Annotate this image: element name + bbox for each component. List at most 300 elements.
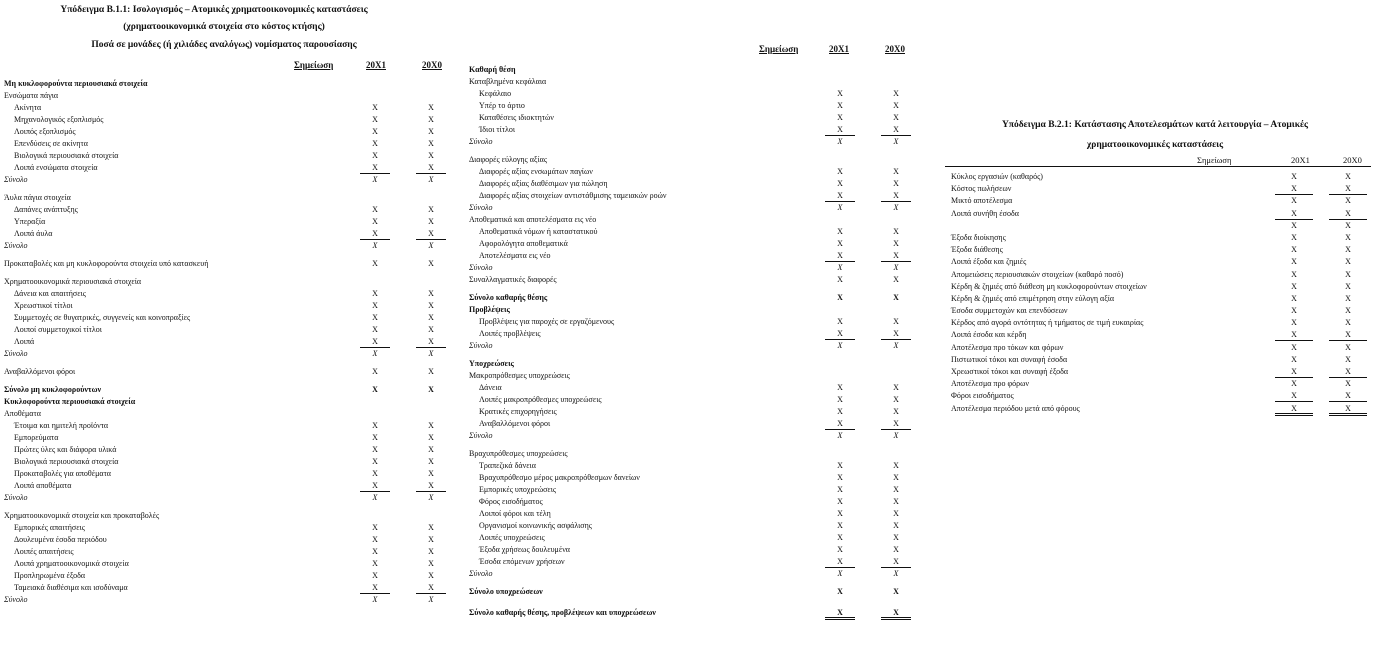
- year-20x0-column-header: 20X0: [885, 44, 905, 54]
- table-row: [469, 112, 915, 124]
- table-row: [945, 171, 1383, 183]
- value-20x1: X: [837, 317, 843, 326]
- table-row: [4, 228, 450, 240]
- value-20x1: X: [837, 485, 843, 494]
- value-20x1: X: [1275, 390, 1313, 402]
- table-row: [4, 312, 450, 324]
- value-20x0: X: [1345, 257, 1351, 267]
- value-20x1: X: [825, 556, 855, 568]
- table-row: [469, 292, 915, 304]
- value-20x0: X: [416, 336, 446, 348]
- value-20x0: X: [1329, 208, 1367, 220]
- total-row: [4, 348, 450, 360]
- income-statement-panel: [945, 118, 1383, 415]
- value-20x0: X: [893, 263, 899, 272]
- row-label: Καταθέσεις ιδιοκτητών: [479, 113, 554, 122]
- assets-column-header: [4, 60, 450, 74]
- row-label: Κυκλοφορούντα περιουσιακά στοιχεία: [4, 397, 136, 406]
- value-20x0: X: [1345, 196, 1351, 206]
- value-20x1: X: [372, 385, 378, 394]
- section-heading-row: [469, 304, 915, 316]
- row-label: Υποχρεώσεις: [469, 359, 514, 368]
- value-20x0: X: [893, 275, 899, 284]
- section-heading-row: [4, 78, 450, 90]
- table-row: [4, 336, 450, 348]
- row-label: Λοιπά έσοδα και κέρδη: [951, 330, 1027, 340]
- table-row: [469, 214, 915, 226]
- value-20x0: X: [428, 325, 434, 334]
- table-row: [945, 390, 1383, 402]
- row-label: Σύνολο: [469, 263, 493, 272]
- value-20x1: X: [372, 523, 378, 532]
- row-spacer: [469, 598, 915, 607]
- value-20x0: X: [428, 559, 434, 568]
- row-label: Καταβλημένα κεφάλαια: [469, 77, 547, 86]
- value-20x0: X: [893, 473, 899, 482]
- value-20x1: X: [837, 407, 843, 416]
- row-label: Αναβαλλόμενοι φόροι: [4, 367, 76, 376]
- row-label: Προκαταβολές για αποθέματα: [14, 469, 111, 478]
- value-20x0: X: [416, 582, 446, 594]
- row-label: Λοιπά έξοδα και ζημιές: [951, 257, 1027, 267]
- value-20x1: X: [837, 521, 843, 530]
- total-row: [469, 430, 915, 442]
- row-label: Κέρδη & ζημιές από διάθεση μη κυκλοφορούντων στοιχείων: [951, 281, 1147, 291]
- value-20x0: X: [428, 349, 434, 358]
- value-20x1: X: [825, 190, 855, 202]
- balance-title-line1: Υπόδειγμα Β.1.1: Ισολογισμός – Ατομικές χρηματοοικονομικές καταστάσεις: [60, 5, 368, 15]
- row-label: Βραχυπρόθεσμες υποχρεώσεις: [469, 449, 568, 458]
- row-label: Φόροι εισοδήματος: [951, 391, 1014, 401]
- row-label: Μη κυκλοφορούντα περιουσιακά στοιχεία: [4, 79, 148, 88]
- notes-column-header: Σημείωση: [759, 44, 799, 54]
- row-label: Λοιπά ενσώματα στοιχεία: [14, 163, 98, 172]
- year-20x1-column-header: 20X1: [366, 60, 386, 70]
- table-row: [945, 232, 1383, 244]
- value-20x0: X: [428, 469, 434, 478]
- row-label: Δάνεια και απαιτήσεις: [14, 289, 86, 298]
- value-20x1: X: [372, 313, 378, 322]
- row-label: Απομειώσεις περιουσιακών στοιχείων (καθαρό ποσό): [951, 269, 1124, 279]
- table-row: [469, 586, 915, 598]
- row-label: Ακίνητα: [14, 103, 42, 112]
- balance-title-line3: Ποσά σε μονάδες (ή χιλιάδες αναλόγως) νομίσματος παρουσίασης: [91, 40, 357, 50]
- value-20x0: X: [428, 571, 434, 580]
- row-label: Σύνολο υποχρεώσεων: [469, 587, 543, 596]
- table-row: [4, 468, 450, 480]
- table-row: [945, 208, 1383, 220]
- row-label: Λοιπά συνήθη έσοδα: [951, 208, 1019, 218]
- value-20x1: X: [372, 259, 378, 268]
- table-row: [4, 126, 450, 138]
- row-label: Λοιπός εξοπλισμός: [14, 127, 76, 136]
- row-label: Δουλευμένα έσοδα περιόδου: [14, 535, 107, 544]
- value-20x0: X: [893, 317, 899, 326]
- table-row: [4, 570, 450, 582]
- table-row: [4, 444, 450, 456]
- value-20x1: X: [372, 595, 378, 604]
- value-20x1: X: [837, 137, 843, 146]
- value-20x1: X: [372, 493, 378, 502]
- table-row: [4, 276, 450, 288]
- row-label: Λοιπά άυλα: [14, 229, 53, 238]
- table-row: [469, 382, 915, 394]
- section-heading-row: [4, 396, 450, 408]
- value-20x1: X: [1291, 354, 1297, 364]
- table-row: [469, 328, 915, 340]
- table-row: [945, 244, 1383, 256]
- value-20x1: X: [372, 445, 378, 454]
- total-row: [4, 492, 450, 504]
- row-label: Έσοδα επόμενων χρήσεων: [479, 557, 565, 566]
- table-row: [4, 150, 450, 162]
- value-20x1: X: [837, 533, 843, 542]
- row-label: Έξοδα χρήσεως δουλευμένα: [479, 545, 570, 554]
- value-20x1: X: [1275, 183, 1313, 195]
- value-20x1: X: [1291, 379, 1297, 389]
- value-20x0: X: [428, 457, 434, 466]
- value-20x0: X: [1329, 403, 1367, 416]
- value-20x1: X: [825, 418, 855, 430]
- row-label: Αφορολόγητα αποθεματικά: [479, 239, 568, 248]
- value-20x1: X: [372, 367, 378, 376]
- balance-sheet-equity-panel: [469, 44, 915, 619]
- value-20x0: X: [881, 190, 911, 202]
- row-label: Χρηματοοικονομικά περιουσιακά στοιχεία: [4, 277, 142, 286]
- table-row: [469, 238, 915, 250]
- row-label: Συναλλαγματικές διαφορές: [469, 275, 557, 284]
- value-20x1: X: [837, 89, 843, 98]
- value-20x1: X: [837, 587, 843, 596]
- value-20x0: X: [893, 167, 899, 176]
- value-20x0: X: [893, 569, 899, 578]
- table-row: [945, 281, 1383, 293]
- value-20x1: X: [837, 263, 843, 272]
- table-row: [4, 138, 450, 150]
- table-row: [945, 293, 1383, 305]
- row-label: Σύνολο: [469, 341, 493, 350]
- row-label: Πρώτες ύλες και διάφορα υλικά: [14, 445, 117, 454]
- row-label: Αποτέλεσμα περιόδου μετά από φόρους: [951, 403, 1080, 413]
- value-20x0: X: [1345, 172, 1351, 181]
- value-20x1: X: [372, 175, 378, 184]
- value-20x1: X: [360, 336, 390, 348]
- table-row: [469, 484, 915, 496]
- row-label: Μηχανολογικός εξοπλισμός: [14, 115, 104, 124]
- value-20x0: X: [428, 421, 434, 430]
- value-20x0: X: [428, 595, 434, 604]
- row-label: Άυλα πάγια στοιχεία: [4, 193, 71, 202]
- total-row: [4, 174, 450, 186]
- value-20x0: X: [1345, 269, 1351, 279]
- value-20x0: X: [893, 227, 899, 236]
- row-label: Αποτέλεσμα προ τόκων και φόρων: [951, 342, 1064, 352]
- row-label: Καθαρή θέση: [469, 65, 516, 74]
- row-label: Διαφορές αξίας διαθέσιμων για πώληση: [479, 179, 608, 188]
- total-row: [469, 568, 915, 580]
- table-row: [469, 418, 915, 430]
- value-20x1: X: [1291, 172, 1297, 181]
- value-20x1: X: [372, 349, 378, 358]
- table-row: [945, 305, 1383, 317]
- equity-column-header: [469, 44, 915, 58]
- row-label: Κύκλος εργασιών (καθαρός): [951, 172, 1043, 181]
- value-20x0: X: [893, 497, 899, 506]
- value-20x1: X: [1291, 269, 1297, 279]
- table-row: [945, 269, 1383, 281]
- value-20x1: X: [837, 203, 843, 212]
- row-label: Έτοιμα και ημιτελή προϊόντα: [14, 421, 109, 430]
- row-label: Φόρος εισοδήματος: [479, 497, 543, 506]
- table-row: [4, 432, 450, 444]
- row-label: Αποτέλεσμα προ φόρων: [951, 379, 1029, 389]
- row-label: Λοιποί φόροι και τέλη: [479, 509, 551, 518]
- value-20x0: X: [893, 395, 899, 404]
- row-label: Εμπορικές απαιτήσεις: [14, 523, 85, 532]
- value-20x0: X: [428, 445, 434, 454]
- value-20x0: X: [428, 127, 434, 136]
- table-row: [4, 288, 450, 300]
- table-row: [469, 154, 915, 166]
- row-label: Λοιπά χρηματοοικονομικά στοιχεία: [14, 559, 129, 568]
- row-label: Κόστος πωλήσεων: [951, 184, 1012, 194]
- row-label: Αποθέματα: [4, 409, 41, 418]
- row-label: Δάνεια: [479, 383, 502, 392]
- value-20x1: X: [1291, 293, 1297, 303]
- table-row: [4, 366, 450, 378]
- value-20x0: X: [428, 217, 434, 226]
- value-20x0: X: [428, 205, 434, 214]
- row-label: Λοιποί συμμετοχικοί τίτλοι: [14, 325, 102, 334]
- value-20x0: X: [893, 203, 899, 212]
- table-row: [469, 166, 915, 178]
- row-label: Βιολογικά περιουσιακά στοιχεία: [14, 151, 119, 160]
- table-row: [4, 300, 450, 312]
- row-label: Οργανισμοί κοινωνικής ασφάλισης: [479, 521, 592, 530]
- value-20x1: X: [360, 582, 390, 594]
- row-label: Έξοδα διοίκησης: [951, 232, 1006, 242]
- value-20x1: X: [837, 431, 843, 440]
- value-20x1: X: [1291, 318, 1297, 328]
- row-label: Σύνολο: [469, 431, 493, 440]
- table-row: [4, 216, 450, 228]
- value-20x0: X: [881, 556, 911, 568]
- value-20x0: X: [893, 431, 899, 440]
- row-label: Σύνολο: [469, 137, 493, 146]
- table-row: [4, 480, 450, 492]
- value-20x1: X: [825, 250, 855, 262]
- table-row: [4, 456, 450, 468]
- row-label: Δαπάνες ανάπτυξης: [14, 205, 78, 214]
- value-20x0: X: [416, 480, 446, 492]
- value-20x1: X: [837, 239, 843, 248]
- row-label: Σύνολο: [469, 203, 493, 212]
- value-20x0: X: [893, 89, 899, 98]
- value-20x0: X: [1329, 183, 1367, 195]
- table-row: [4, 546, 450, 558]
- table-row: [4, 114, 450, 126]
- value-20x0: X: [893, 533, 899, 542]
- value-20x1: X: [372, 571, 378, 580]
- value-20x1: X: [837, 545, 843, 554]
- value-20x0: X: [428, 547, 434, 556]
- value-20x1: X: [372, 433, 378, 442]
- table-row: [945, 342, 1383, 354]
- table-row: [4, 192, 450, 204]
- row-label: Λοιπές απαιτήσεις: [14, 547, 74, 556]
- row-label: Τραπεζικά δάνεια: [479, 461, 536, 470]
- row-label: Βιολογικά περιουσιακά στοιχεία: [14, 457, 119, 466]
- value-20x0: X: [428, 535, 434, 544]
- table-row: [469, 520, 915, 532]
- value-20x0: X: [881, 250, 911, 262]
- table-row: [4, 408, 450, 420]
- row-label: Διαφορές αξίας στοιχείων αντιστάθμισης ταμειακών ροών: [479, 191, 667, 200]
- value-20x0: X: [428, 289, 434, 298]
- notes-column-header: Σημείωση: [1197, 155, 1232, 165]
- value-20x1: X: [837, 113, 843, 122]
- value-20x1: X: [837, 473, 843, 482]
- value-20x0: X: [428, 259, 434, 268]
- income-title-line2: χρηματοοικονομικές καταστάσεις: [1086, 140, 1224, 150]
- value-20x0: X: [893, 293, 899, 302]
- row-label: Διαφορές εύλογης αξίας: [469, 155, 547, 164]
- value-20x1: X: [825, 124, 855, 136]
- table-row: [945, 195, 1383, 207]
- value-20x0: X: [893, 239, 899, 248]
- row-label: Εμπορεύματα: [14, 433, 59, 442]
- value-20x0: X: [428, 301, 434, 310]
- table-row: [469, 316, 915, 328]
- value-20x0: X: [1345, 245, 1351, 255]
- row-label: Συμμετοχές σε θυγατρικές, συγγενείς και κοινοπραξίες: [14, 313, 191, 322]
- table-row: [4, 162, 450, 174]
- value-20x1: X: [837, 497, 843, 506]
- income-title-line1: Υπόδειγμα Β.2.1: Κατάστασης Αποτελεσμάτων κατά λειτουργία – Ατομικές: [1001, 120, 1309, 130]
- value-20x0: X: [1329, 366, 1367, 378]
- value-20x1: X: [837, 179, 843, 188]
- value-20x1: X: [372, 325, 378, 334]
- value-20x1: X: [372, 457, 378, 466]
- value-20x0: X: [893, 341, 899, 350]
- value-20x0: X: [428, 385, 434, 394]
- row-label: Σύνολο μη κυκλοφορούντων: [4, 385, 102, 394]
- table-row: [4, 510, 450, 522]
- year-20x1-column-header: 20X1: [1291, 155, 1310, 165]
- total-row: [4, 594, 450, 606]
- value-20x1: X: [1275, 208, 1313, 220]
- year-20x0-column-header: 20X0: [1343, 155, 1362, 165]
- table-row: [469, 496, 915, 508]
- value-20x1: X: [360, 162, 390, 174]
- row-label: Λοιπές μακροπρόθεσμες υποχρεώσεις: [479, 395, 602, 404]
- value-20x0: X: [893, 587, 899, 596]
- value-20x1: X: [837, 101, 843, 110]
- value-20x0: X: [1345, 220, 1351, 230]
- value-20x1: X: [837, 275, 843, 284]
- balance-sheet-assets-panel: [4, 4, 450, 606]
- balance-title-line2: (χρηματοοικονομικά στοιχεία στο κόστος κτήσης): [123, 22, 325, 32]
- value-20x1: X: [372, 103, 378, 112]
- table-row: [469, 532, 915, 544]
- table-row: [469, 607, 915, 619]
- value-20x0: X: [428, 115, 434, 124]
- table-row: [945, 183, 1383, 195]
- value-20x1: X: [1275, 403, 1313, 416]
- value-20x0: X: [428, 493, 434, 502]
- equity-rows: [469, 64, 915, 619]
- table-row: [469, 508, 915, 520]
- value-20x0: X: [1345, 342, 1351, 352]
- value-20x0: X: [893, 383, 899, 392]
- row-label: Μικτό αποτέλεσμα: [951, 196, 1013, 206]
- table-row: [469, 226, 915, 238]
- table-row: [469, 472, 915, 484]
- table-row: [469, 406, 915, 418]
- row-label: Αποθεματικά νόμων ή καταστατικού: [479, 227, 598, 236]
- value-20x1: X: [372, 547, 378, 556]
- value-20x1: X: [372, 535, 378, 544]
- value-20x1: X: [372, 289, 378, 298]
- table-row: [4, 90, 450, 102]
- row-label: Κέρδη & ζημιές από επιμέτρηση στην εύλογη αξία: [951, 293, 1115, 303]
- table-row: [945, 220, 1383, 232]
- value-20x1: X: [837, 395, 843, 404]
- table-row: [469, 370, 915, 382]
- value-20x0: X: [1345, 306, 1351, 316]
- table-row: [469, 178, 915, 190]
- value-20x0: X: [428, 151, 434, 160]
- row-label: Λοιπές υποχρεώσεις: [479, 533, 545, 542]
- row-label: Κεφάλαιο: [479, 89, 512, 98]
- row-label: Υπεραξία: [14, 217, 46, 226]
- total-row: [469, 262, 915, 274]
- value-20x1: X: [1291, 281, 1297, 291]
- income-column-header: [945, 155, 1371, 167]
- total-row: [469, 340, 915, 352]
- row-label: Σύνολο: [4, 493, 28, 502]
- value-20x0: X: [893, 179, 899, 188]
- value-20x0: X: [881, 607, 911, 620]
- value-20x1: X: [372, 151, 378, 160]
- year-20x1-column-header: 20X1: [829, 44, 849, 54]
- table-row: [4, 384, 450, 396]
- table-row: [469, 544, 915, 556]
- value-20x1: X: [837, 569, 843, 578]
- value-20x0: X: [893, 521, 899, 530]
- row-label: Επενδύσεις σε ακίνητα: [14, 139, 88, 148]
- value-20x0: X: [881, 328, 911, 340]
- value-20x1: X: [1291, 342, 1297, 352]
- value-20x0: X: [416, 162, 446, 174]
- row-label: Υπέρ το άρτιο: [479, 101, 525, 110]
- value-20x0: X: [1345, 354, 1351, 364]
- value-20x1: X: [372, 421, 378, 430]
- value-20x1: X: [372, 127, 378, 136]
- value-20x0: X: [893, 113, 899, 122]
- value-20x0: X: [893, 461, 899, 470]
- value-20x0: X: [893, 545, 899, 554]
- value-20x0: X: [1329, 390, 1367, 402]
- row-label: Χρηματοοικονομικά στοιχεία και προκαταβολές: [4, 511, 160, 520]
- value-20x1: X: [372, 115, 378, 124]
- row-label: Σύνολο: [469, 569, 493, 578]
- table-row: [469, 76, 915, 88]
- value-20x0: X: [893, 509, 899, 518]
- row-label: Λοιπά αποθέματα: [14, 481, 72, 490]
- row-label: Βραχυπρόθεσμο μέρος μακροπρόθεσμων δανείων: [479, 473, 640, 482]
- value-20x0: X: [416, 228, 446, 240]
